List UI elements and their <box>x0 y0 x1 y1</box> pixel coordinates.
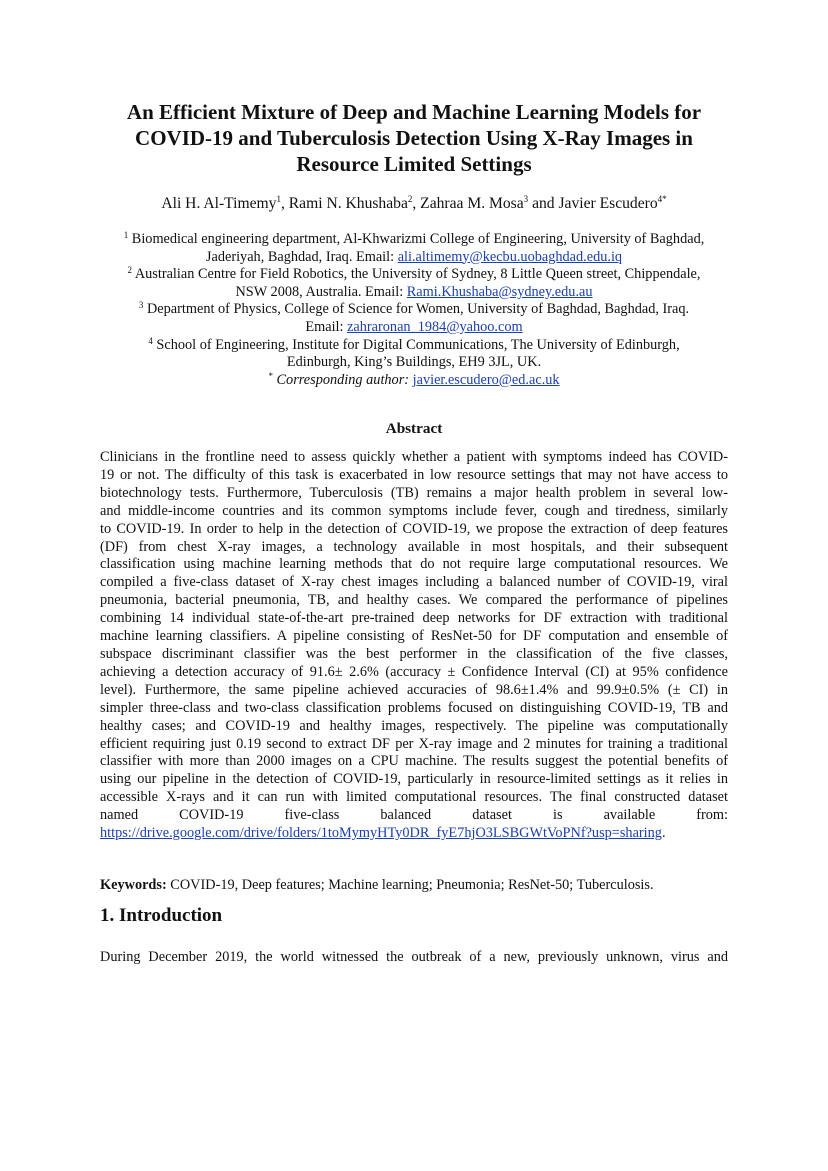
affiliation-1-line2 <box>80 249 748 267</box>
author-name: Javier Escudero <box>558 195 658 212</box>
paper-title <box>90 99 738 177</box>
author-superscript: 2 <box>407 194 413 204</box>
abstract-heading: Abstract <box>385 420 443 437</box>
title-line: An Efficient Mixture of Deep and Machine Learning Models for <box>126 100 702 124</box>
abstract-line: level). Furthermore, the same pipeline achieved accuracies of 98.6±1.4% and 99.9±0.5% (± CI) in <box>100 681 728 698</box>
author-superscript: 3 <box>523 194 529 204</box>
affiliation-text: School of Engineering, Institute for Digital Communications, The University of Edinburgh, <box>156 336 680 353</box>
affiliation-text: Edinburgh, King’s Buildings, EH9 3JL, UK. <box>286 354 542 371</box>
abstract-line: using our pipeline in the detection of COVID-19, particularly in resource-limited settings as it relies in <box>100 771 728 788</box>
author-name: Ali H. Al-Timemy <box>161 195 277 212</box>
author-list: Ali H. Al-Timemy$^1$, Rami N. Khushaba$^2$, Zahraa M. Mosa$^3$ and Javier Escudero$^{4*}$ <box>161 194 667 212</box>
abstract-line: subspace discriminant classifier was the best performer in the classification of the five classes, <box>100 645 728 662</box>
affiliation-3-line2 <box>80 319 748 337</box>
author-superscript: 4* <box>657 194 667 204</box>
abstract-body <box>100 449 728 843</box>
author-name: Rami N. Khushaba <box>288 195 408 212</box>
affiliation-number: 1 <box>123 230 129 240</box>
affiliation-number: 3 <box>138 300 144 311</box>
abstract-line: classifier with more than 2000 images on a CPU machine. The results suggest the potential benefits of <box>100 753 728 770</box>
affiliation-text: NSW 2008, Australia. Email: <box>235 283 404 300</box>
affiliation-number: * <box>268 370 273 381</box>
affiliation-text: Jaderiyah, Baghdad, Iraq. Email: <box>205 248 395 265</box>
email-link[interactable]: ali.altimemy@kecbu.uobaghdad.edu.iq <box>397 248 623 265</box>
affiliations <box>80 231 748 389</box>
section-heading: 1. Introduction <box>100 905 223 926</box>
abstract-line: machine learning classifiers. A pipeline consisting of ResNet-50 for DF computation and ensemble of <box>100 628 728 645</box>
abstract-line: and middle-income countries and its common symptoms include fever, cough and tiredness, similarly <box>100 502 728 519</box>
dataset-link[interactable]: https://drive.google.com/drive/folders/1toMymyHTy0DR_fyE7hjO3LSBGWtVoPNf?usp=sharing <box>100 825 662 842</box>
email-link[interactable]: zahraronan_1984@yahoo.com <box>347 318 523 335</box>
intro-paragraph: During December 2019, the world witnessed the outbreak of a new, previously unknown, virus and <box>100 949 728 965</box>
keywords <box>100 876 728 894</box>
affiliation-text: Biomedical engineering department, Al-Khwarizmi College of Engineering, University of Baghdad, <box>131 231 705 247</box>
abstract-line: healthy cases; and COVID-19 and healthy images, respectively. The pipeline was computationally <box>100 717 728 734</box>
affiliation-2-line2 <box>80 284 748 302</box>
abstract-line: 19 or not. The difficulty of this task is exacerbated in low resource settings that may not have access to <box>100 466 728 483</box>
corresponding-label: Corresponding author: <box>276 371 410 388</box>
affiliation-text: Email: <box>305 318 344 335</box>
abstract-line: achieving a detection accuracy of 91.6± 2.6% (accuracy ± Confidence Interval (CI) at 95% confidence <box>100 663 728 680</box>
abstract-line: classification using machine learning methods that do not require large computational resources. We <box>100 556 728 573</box>
corresponding-author <box>80 372 748 390</box>
abstract-line: Clinicians in the frontline need to assess quickly whether a patient with symptoms indeed has COVID- <box>100 449 728 465</box>
abstract-line: (DF) from chest X-ray images, a technology available in most hospitals, and their subsequent <box>100 538 728 555</box>
title-line: Resource Limited Settings <box>296 152 532 176</box>
affiliation-number: 2 <box>127 265 133 276</box>
affiliation-text: Australian Centre for Field Robotics, the University of Sydney, 8 Little Queen street, Chippendale, <box>134 266 701 283</box>
abstract-line: named COVID-19 five-class balanced dataset is available from: <box>100 807 728 824</box>
affiliation-4 <box>80 337 748 355</box>
affiliation-number: 4 <box>148 335 153 346</box>
abstract-line: biotechnology tests. Furthermore, Tuberculosis (TB) remains a major health problem in several low- <box>100 484 728 501</box>
abstract-url-line <box>100 825 728 843</box>
abstract-line: simpler three-class and two-class classification problems focused on distinguishing COVID-19, TB and <box>100 699 728 716</box>
author-superscript: 1 <box>276 194 281 204</box>
email-link[interactable]: javier.escudero@ed.ac.uk <box>412 371 560 388</box>
abstract-line: to COVID-19. In order to help in the detection of COVID-19, we propose the extraction of deep features <box>100 520 728 537</box>
abstract-line: combining 14 individual state-of-the-art pre-trained deep networks for DF extraction with traditional <box>100 610 728 627</box>
abstract-line: compiled a five-class dataset of X-ray chest images including a balanced number of COVID-19, viral <box>100 574 728 591</box>
url-period: . <box>661 825 666 842</box>
keywords-label: Keywords: <box>100 877 167 893</box>
keywords-text: COVID-19, Deep features; Machine learning; Pneumonia; ResNet-50; Tuberculosis. <box>170 877 654 893</box>
title-line: COVID-19 and Tuberculosis Detection Using X-Ray Images in <box>135 126 693 150</box>
affiliation-4-line2 <box>80 354 748 372</box>
abstract-line: pneumonia, bacterial pneumonia, TB, and healthy cases. We compared the performance of pipelines <box>100 592 728 609</box>
affiliation-2 <box>80 266 748 284</box>
abstract-line: efficient requiring just 0.19 second to extract DF per X-ray image and 2 minutes for training a traditional <box>100 735 728 752</box>
affiliation-text: Department of Physics, College of Science for Women, University of Baghdad, Baghdad, Iraq. <box>146 301 690 318</box>
abstract-line: accessible X-rays and it can run with limited computational resources. The final constructed dataset <box>100 789 728 806</box>
author-name: Zahraa M. Mosa <box>420 195 524 212</box>
affiliation-3 <box>80 301 748 319</box>
affiliation-1 <box>80 231 748 249</box>
email-link[interactable]: Rami.Khushaba@sydney.edu.au <box>406 283 593 300</box>
